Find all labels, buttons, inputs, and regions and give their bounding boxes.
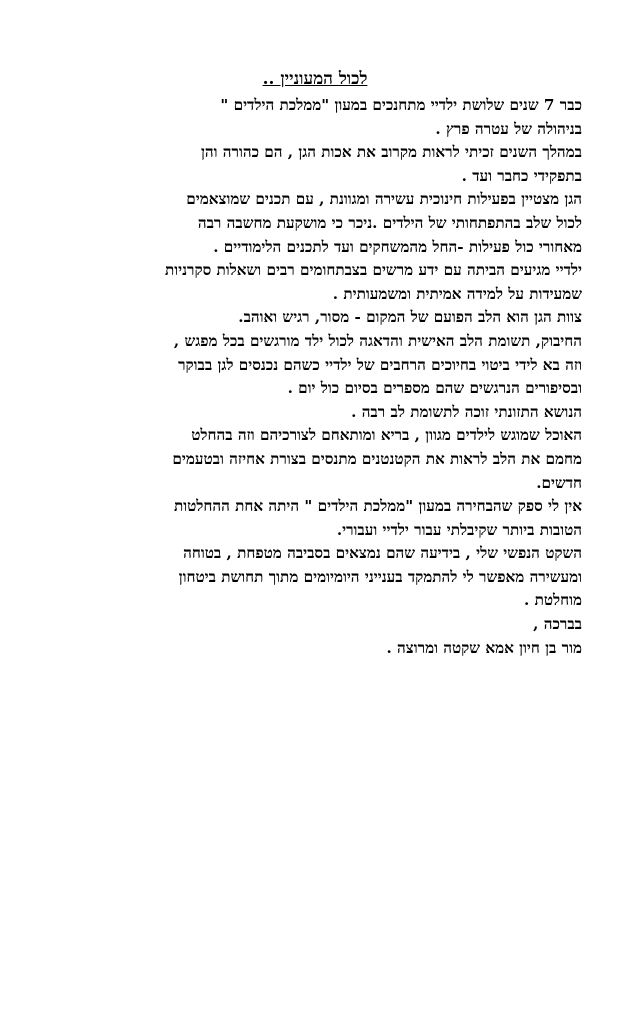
- paragraph-line: מאחורי כול פעילות -החל מהמשחקים ועד לתכנים הלימודיים .: [213, 237, 582, 256]
- paragraph-line: בתפקידי כחבר ועד .: [461, 166, 582, 185]
- paragraph-line: ומעשירה מאפשר לי להתמקד בענייני היומיומים מתוך תחושת ביטחון: [178, 567, 582, 586]
- letter-page: [48, 68, 582, 660]
- paragraph-line: ובסיפורים הנרגשים שהם מספרים בסיום כול יום .: [287, 379, 582, 398]
- letter-closing: [48, 613, 582, 637]
- paragraph-line: שמעידות על למידה אמיתית ומשמעותית .: [332, 284, 582, 303]
- paragraph-line: בניהולה של עטרה פרץ .: [435, 119, 582, 138]
- paragraph-line: חדשים.: [536, 473, 582, 492]
- paragraph-line: הטובות ביותר שקיבלתי עבור ילדיי ועבורי.: [336, 520, 582, 539]
- letter-paragraph: [48, 424, 582, 495]
- paragraph-line: כבר 7 שנים שלושת ילדיי מתחנכים במעון "ממלכת הילדים ": [220, 96, 582, 114]
- letter-paragraph: [48, 306, 582, 424]
- letter-paragraph: [48, 141, 582, 188]
- paragraph-line: במהלך השנים זכיתי לראות מקרוב את אכות הגן , הם כהורה והן: [200, 143, 582, 162]
- paragraph-line: הגן מצטיין בפעילות חינוכית עשירה ומגוונת , עם תכנים שמוצאמים: [186, 190, 582, 209]
- paragraph-line: השקט הנפשי שלי , בידיעה שהם נמצאים בסביבה מטפחת , בטוחה: [183, 544, 582, 563]
- letter-paragraph: [48, 188, 582, 306]
- paragraph-line: לכול שלב בהתפתחותי של הילדים .ניכר כי מושקעת מחשבה רבה: [197, 213, 582, 232]
- letter-paragraph: [48, 495, 582, 542]
- paragraph-line: אין לי ספק שהבחירה במעון "ממלכת הילדים " היתה אחת ההחלטות: [173, 497, 582, 516]
- paragraph-line: מחמם את הלב לראות את הקטנטנים מתנסים בצורת אחיזה ובטעמים: [172, 449, 582, 468]
- paragraph-line: ילדיי מגיעים הביתה עם ידע מרשים בצבתחומים רבים ושאלות סקרניות: [164, 261, 582, 280]
- closing-line: בברכה ,: [533, 615, 582, 634]
- paragraph-line: וזה בא לידי ביטוי בחיוכים הרחבים של ילדיי כשהם נכנסים לגן בבוקר: [178, 355, 582, 374]
- paragraph-line: מוחלטת .: [524, 591, 582, 610]
- signature-line: מור בן חיון אמא שקטה ומרוצה .: [386, 638, 582, 657]
- letter-paragraph: [48, 542, 582, 613]
- paragraph-line: החיבוק, תשומת הלב האישית והדאגה לכול ילד מורגשים בכל מפגש ,: [173, 331, 582, 350]
- paragraph-line: צוות הגן הוא הלב הפועם של המקום - מסור, רגיש ואוהב.: [238, 308, 582, 327]
- letter-body: [48, 94, 582, 613]
- letter-signature: [48, 637, 582, 661]
- paragraph-line: הנושא התזונתי זוכה לתשומת לב רבה .: [351, 402, 582, 421]
- paragraph-line: האוכל שמוגש לילדים מגוון , בריא ומותאחם לצורכיהם וזה בהחלט: [191, 426, 582, 445]
- letter-title: לכול המעוניין ..: [262, 69, 368, 89]
- letter-paragraph: [48, 94, 582, 141]
